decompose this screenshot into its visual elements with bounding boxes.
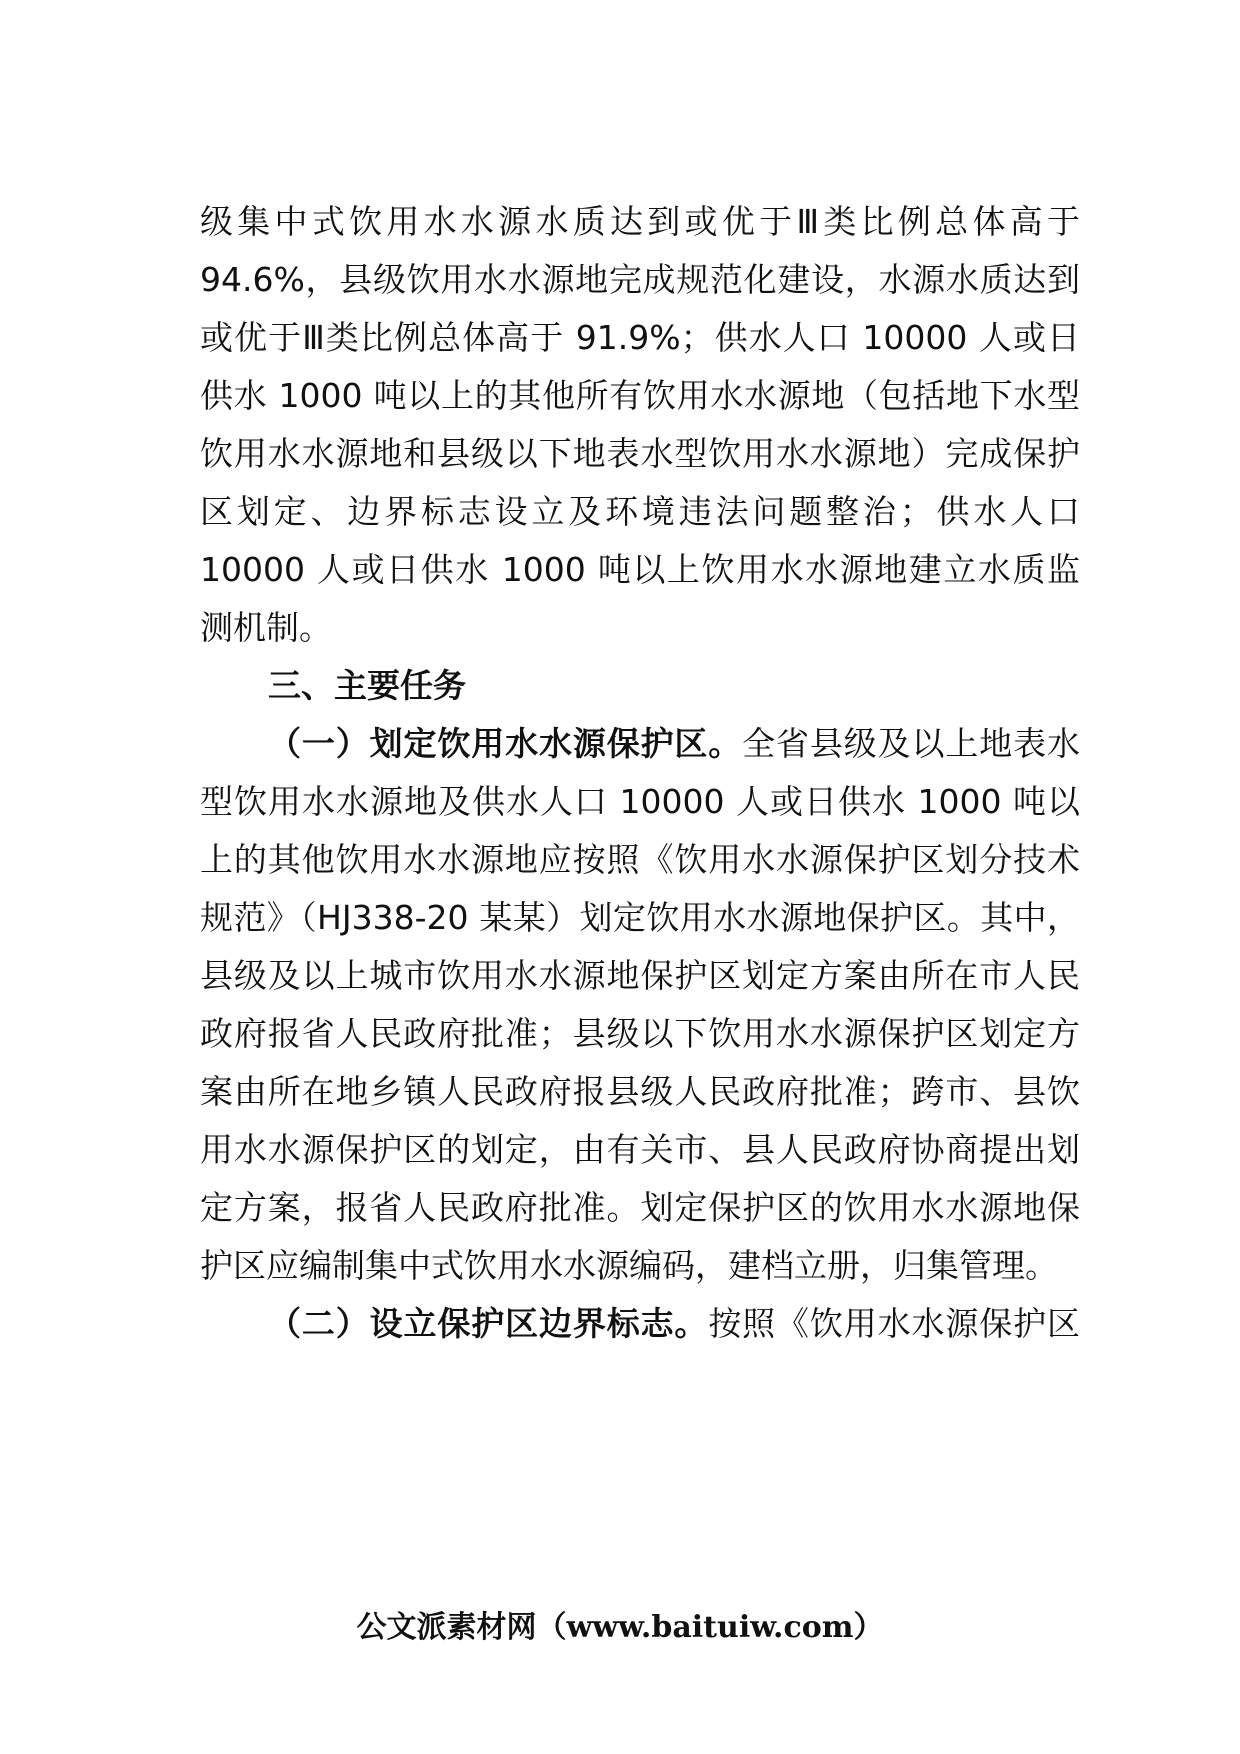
item2-first-line bbox=[268, 1294, 1080, 1354]
paragraph-line: 10000 人或日供水 1000 吨以上饮用水水源地建立水质监 bbox=[200, 550, 1080, 589]
paragraph-line: 上的其他饮用水水源地应按照《饮用水水源保护区划分技术 bbox=[200, 840, 1080, 879]
paragraph-line: 县级及以上城市饮用水水源地保护区划定方案由所在市人民 bbox=[200, 956, 1080, 995]
paragraph-line: 饮用水水源地和县级以下地表水型饮用水水源地）完成保护 bbox=[200, 434, 1080, 473]
paragraph-line: 级集中式饮用水水源水质达到或优于Ⅲ类比例总体高于 bbox=[200, 202, 1080, 241]
paragraph-line: 定方案，报省人民政府批准。划定保护区的饮用水水源地保 bbox=[200, 1188, 1080, 1227]
paragraph-line: 规范》（HJ338-20 某某）划定饮用水水源地保护区。其中， bbox=[200, 898, 1080, 937]
paragraph-line: 94.6%，县级饮用水水源地完成规范化建设，水源水质达到 bbox=[200, 260, 1080, 299]
paragraph-line: 案由所在地乡镇人民政府报县级人民政府批准；跨市、县饮 bbox=[200, 1072, 1080, 1111]
paragraph-line: 政府报省人民政府批准；县级以下饮用水水源保护区划定方 bbox=[200, 1014, 1080, 1053]
item1-first-line bbox=[268, 714, 1080, 774]
paragraph-line: 测机制。 bbox=[200, 608, 332, 647]
item1-title: （一）划定饮用水水源保护区。 bbox=[268, 724, 743, 763]
paragraph-line: 区划定、边界标志设立及环境违法问题整治；供水人口 bbox=[200, 492, 1080, 531]
page-footer: 公文派素材网（www.baituiw.com） bbox=[356, 1610, 884, 1645]
paragraph-line: 供水 1000 吨以上的其他所有饮用水水源地（包括地下水型 bbox=[200, 376, 1080, 415]
paragraph-line: 或优于Ⅲ类比例总体高于 91.9%；供水人口 10000 人或日 bbox=[200, 318, 1080, 357]
item2-title: （二）设立保护区边界标志。 bbox=[268, 1304, 709, 1343]
section-heading: 三、主要任务 bbox=[268, 666, 466, 705]
paragraph-line: 型饮用水水源地及供水人口 10000 人或日供水 1000 吨以 bbox=[200, 782, 1080, 821]
paragraph-line: 护区应编制集中式饮用水水源编码，建档立册，归集管理。 bbox=[200, 1246, 1058, 1285]
item1-first-line-text: 全省县级及以上地表水 bbox=[742, 724, 1081, 763]
paragraph-line: 用水水源保护区的划定，由有关市、县人民政府协商提出划 bbox=[200, 1130, 1080, 1169]
item2-first-line-text: 按照《饮用水水源保护区 bbox=[708, 1304, 1081, 1343]
